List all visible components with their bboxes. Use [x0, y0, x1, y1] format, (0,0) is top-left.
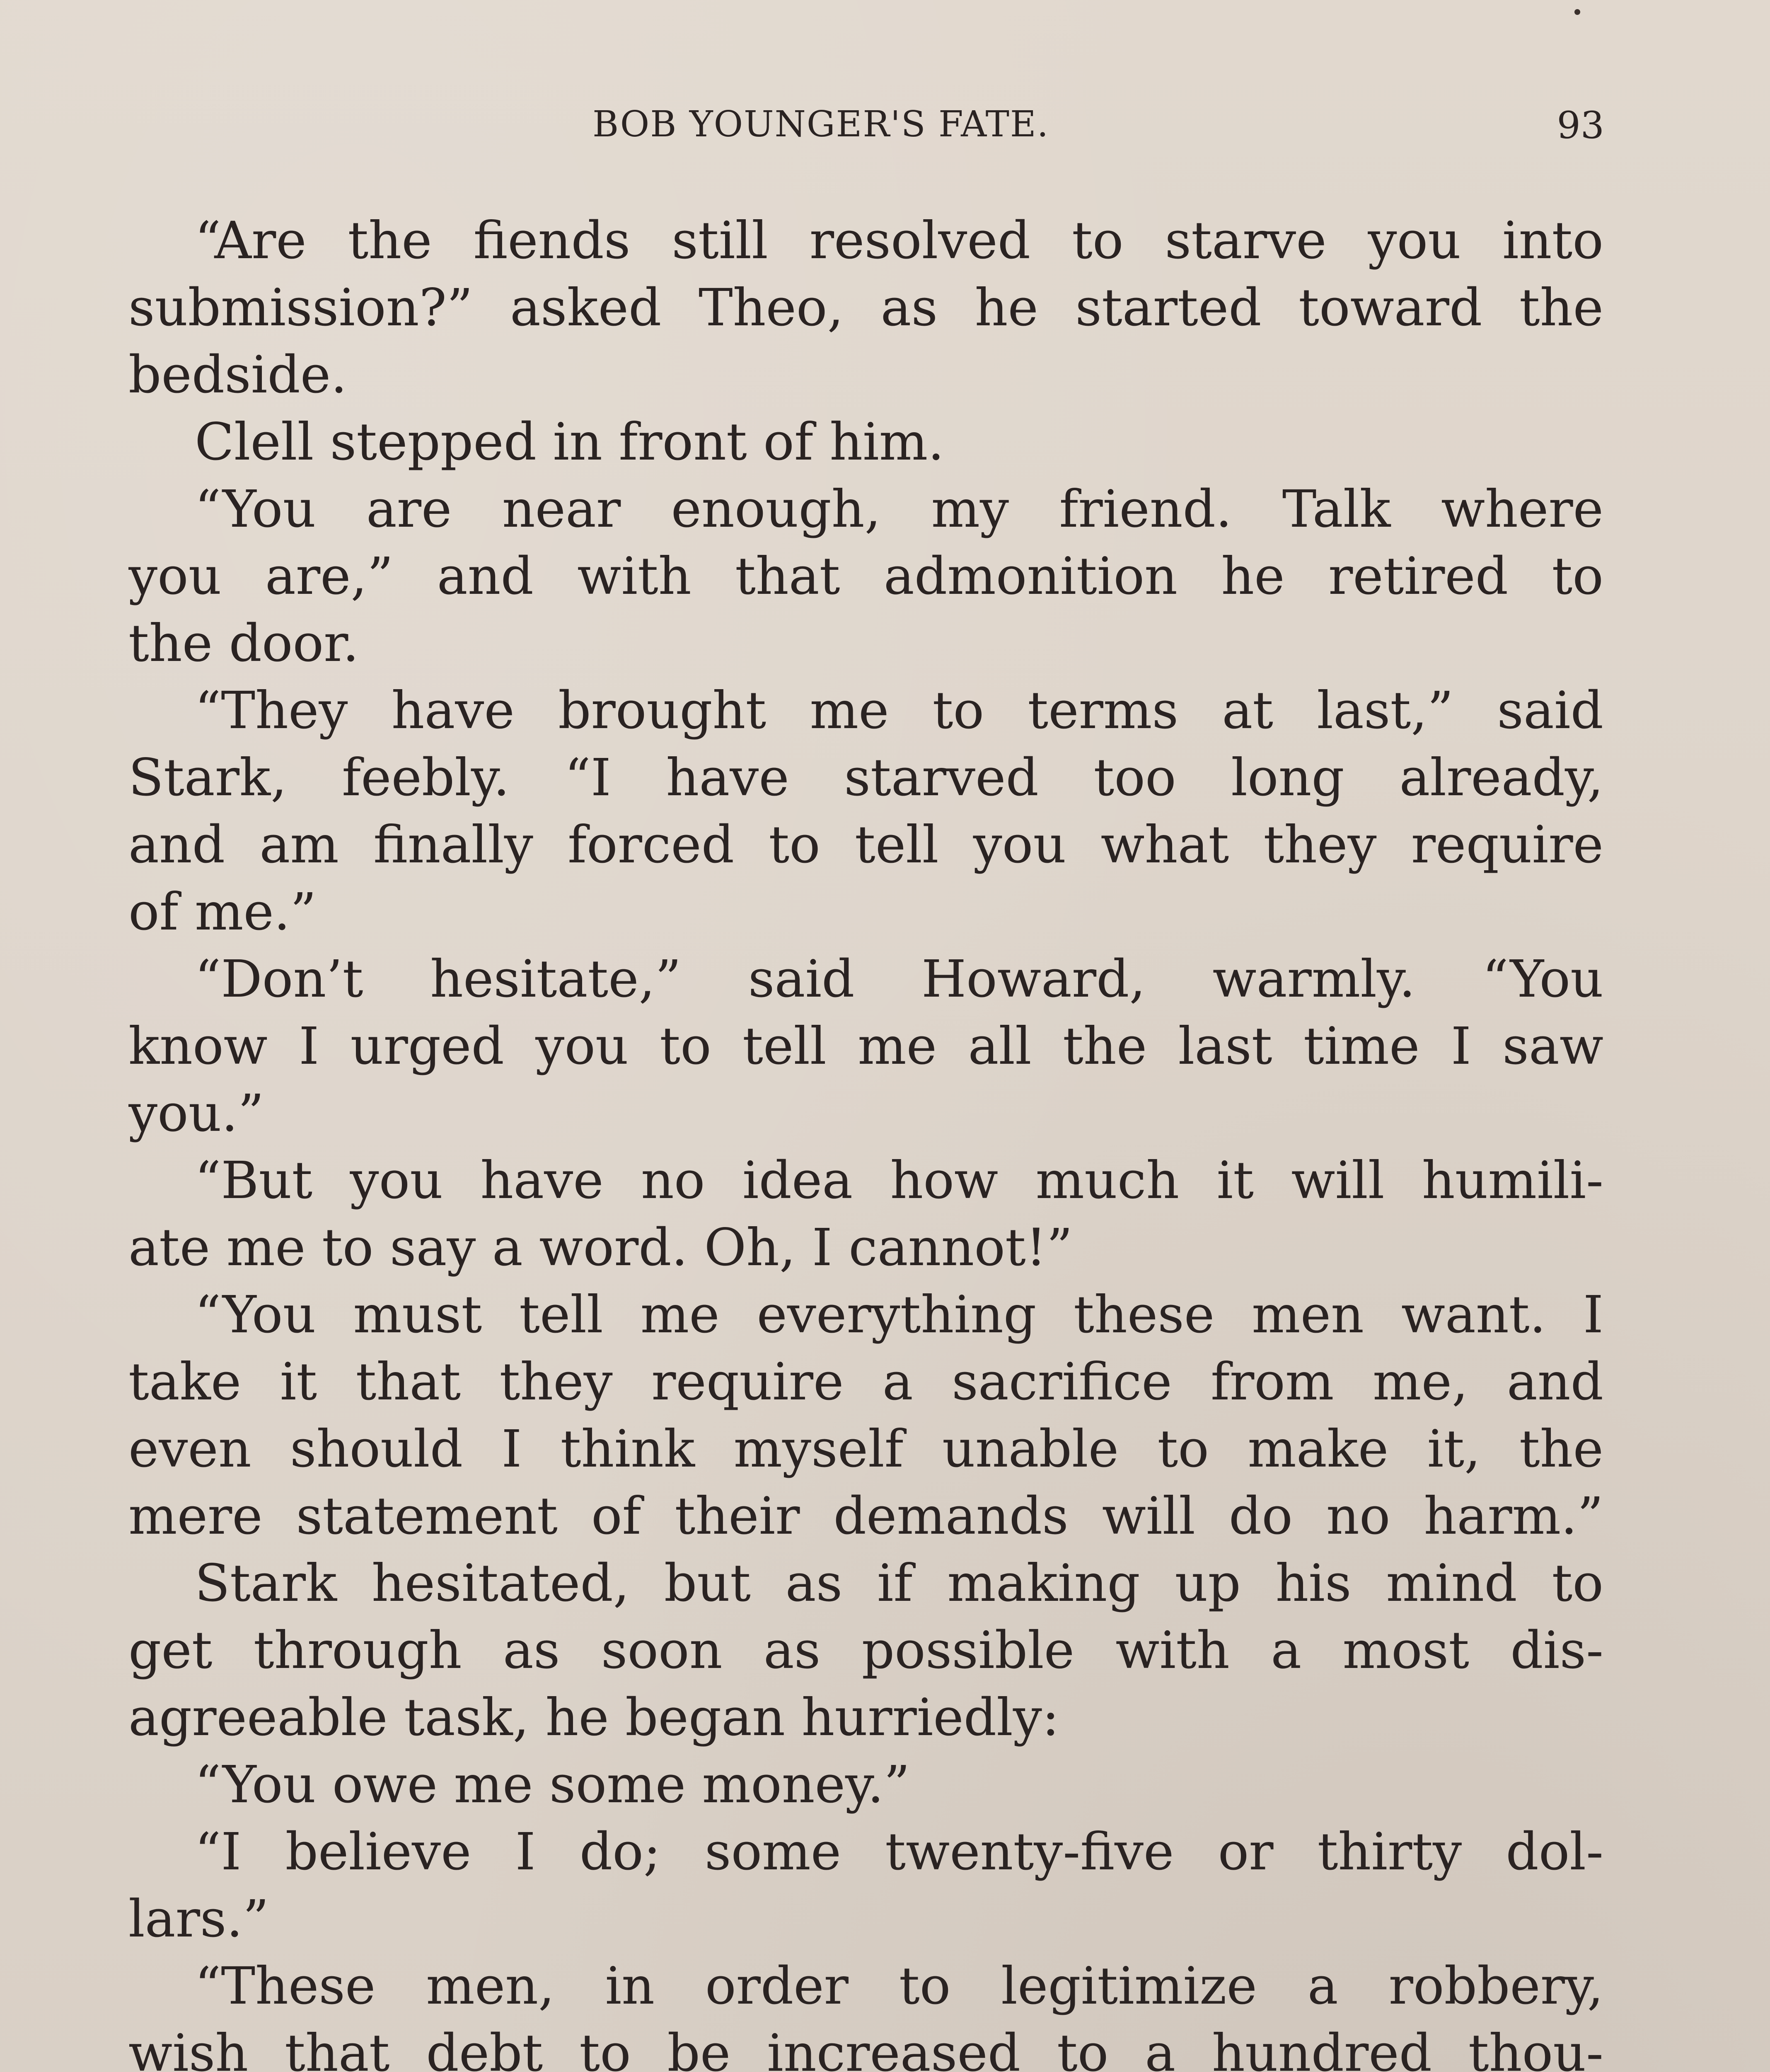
- text-line: Stark, feebly. “I have starved too long already,: [128, 748, 1603, 808]
- page-number: 93: [1557, 104, 1604, 147]
- body-text: [128, 207, 1603, 2072]
- text-line: lars.”: [128, 1889, 269, 1949]
- text-line: “Are the fiends still resolved to starve you into: [195, 211, 1603, 271]
- text-line: “Don’t hesitate,” said Howard, warmly. “You: [195, 949, 1603, 1009]
- text-line: Stark hesitated, but as if making up his mind to: [195, 1554, 1603, 1613]
- text-line: “You are near enough, my friend. Talk where: [195, 479, 1603, 539]
- text-line: “They have brought me to terms at last,” said: [195, 681, 1603, 741]
- text-line: get through as soon as possible with a most dis-: [128, 1621, 1603, 1680]
- text-line: the door.: [128, 614, 359, 673]
- text-line: mere statement of their demands will do no harm.”: [128, 1486, 1603, 1546]
- text-line: take it that they require a sacrifice from me, and: [128, 1352, 1603, 1412]
- text-line: Clell stepped in front of him.: [195, 412, 944, 472]
- text-line: “You owe me some money.”: [195, 1755, 910, 1815]
- text-line: submission?” asked Theo, as he started toward the: [128, 278, 1603, 338]
- text-line: “You must tell me everything these men want. I: [195, 1285, 1603, 1345]
- text-line: you are,” and with that admonition he retired to: [128, 547, 1603, 606]
- paper-speck: [1574, 9, 1580, 15]
- text-line: bedside.: [128, 345, 347, 405]
- text-line: agreeable task, he began hurriedly:: [128, 1688, 1059, 1748]
- text-line: of me.”: [128, 882, 317, 942]
- text-line: you.”: [128, 1084, 264, 1143]
- text-line: “These men, in order to legitimize a robbery,: [195, 1956, 1603, 2016]
- running-title: BOB YOUNGER'S FATE.: [592, 104, 1049, 145]
- text-line: ate me to say a word. Oh, I cannot!”: [128, 1218, 1073, 1278]
- text-line: and am finally forced to tell you what they require: [128, 815, 1603, 875]
- page-header: [0, 104, 1770, 153]
- text-line: know I urged you to tell me all the last time I saw: [128, 1017, 1603, 1076]
- text-line: “But you have no idea how much it will humili-: [195, 1151, 1603, 1210]
- text-line: “I believe I do; some twenty-five or thirty dol-: [195, 1822, 1603, 1882]
- text-line: even should I think myself unable to make it, the: [128, 1419, 1603, 1479]
- text-line: wish that debt to be increased to a hundred thou-: [128, 2024, 1603, 2072]
